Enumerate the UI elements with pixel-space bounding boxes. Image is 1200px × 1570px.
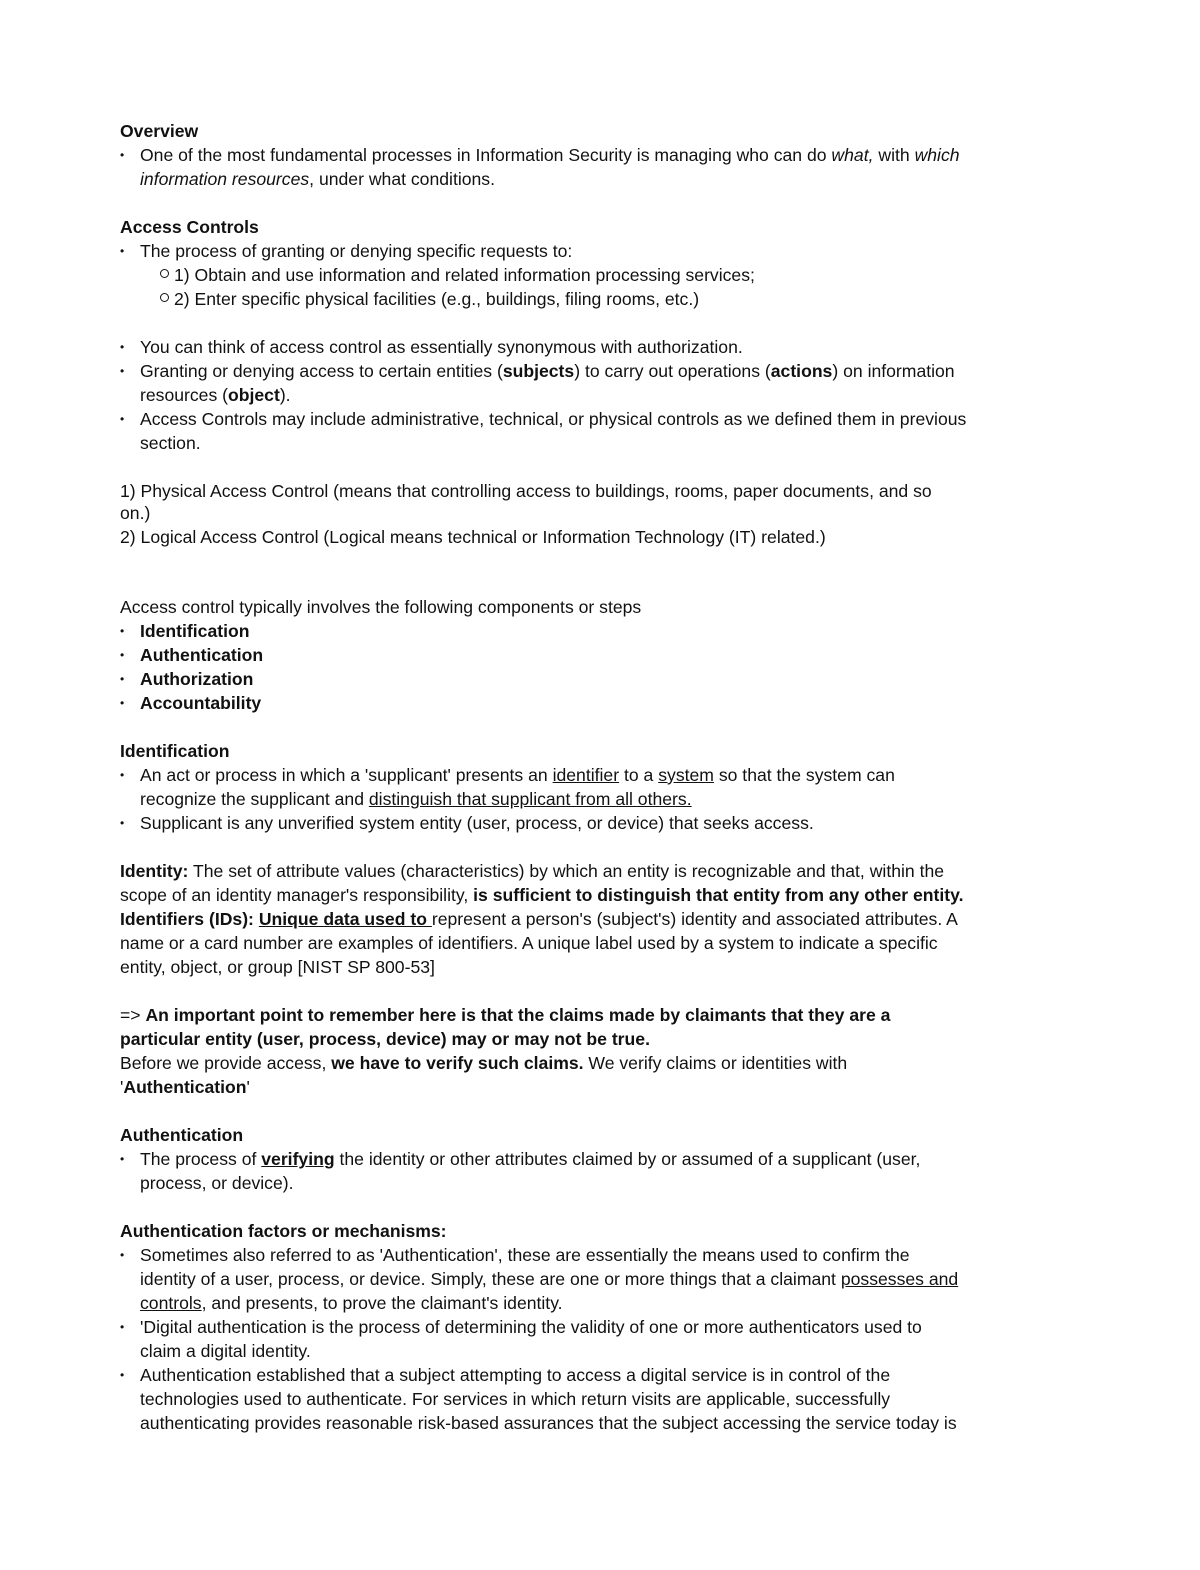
- bullet: •: [120, 816, 125, 830]
- factors-bullet-3: Authentication established that a subject attempting to access a digital service is in control of the: [140, 1365, 891, 1385]
- identification-bullet-1: An act or process in which a 'supplicant' presents an identifier to a system so that the system can: [140, 765, 895, 785]
- claims-note-line2: particular entity (user, process, device) may or may not be true.: [120, 1029, 650, 1049]
- components-intro: Access control typically involves the following components or steps: [120, 597, 642, 617]
- logical-access-control-text: 2) Logical Access Control (Logical means technical or Information Technology (IT) related.): [120, 527, 826, 547]
- factors-bullet-3-line2: technologies used to authenticate. For services in which return visits are applicable, successfully: [140, 1389, 891, 1409]
- factors-bullet-1-line3: controls, and presents, to prove the claimant's identity.: [140, 1293, 563, 1313]
- identification-bullet-1-line2: recognize the supplicant and distinguish that supplicant from all others.: [140, 789, 692, 809]
- access-controls-bullet-3-line2: resources (object).: [140, 385, 291, 405]
- overview-heading: Overview: [120, 121, 199, 141]
- bullet: •: [120, 768, 125, 782]
- factors-bullet-1: Sometimes also referred to as 'Authentication', these are essentially the means used to confirm the: [140, 1245, 910, 1265]
- identifiers-definition-line2: name or a card number are examples of identifiers. A unique label used by a system to indicate a specific: [120, 933, 938, 953]
- bullet: •: [120, 364, 125, 378]
- identification-heading: Identification: [120, 741, 230, 761]
- identifiers-definition-line3: entity, object, or group [NIST SP 800-53]: [120, 957, 435, 977]
- identification-bullet-2: Supplicant is any unverified system entity (user, process, or device) that seeks access.: [140, 813, 814, 833]
- claims-note-line3: Before we provide access, we have to verify such claims. We verify claims or identities with: [120, 1053, 848, 1073]
- bullet: •: [120, 624, 125, 638]
- bullet: •: [120, 148, 125, 162]
- overview-bullet-1-line2: information resources, under what conditions.: [140, 169, 495, 189]
- factors-heading: Authentication factors or mechanisms:: [120, 1221, 447, 1241]
- bullet: •: [120, 696, 125, 710]
- access-controls-bullet-3: Granting or denying access to certain entities (subjects) to carry out operations (actions) on information: [140, 361, 955, 381]
- bullet: •: [120, 1248, 125, 1262]
- factors-bullet-2: 'Digital authentication is the process of determining the validity of one or more authenticators used to: [140, 1317, 922, 1337]
- factors-bullet-3-line3: authenticating provides reasonable risk-based assurances that the subject accessing the service today is: [140, 1413, 957, 1433]
- authentication-bullet-1: The process of verifying the identity or other attributes claimed by or assumed of a supplicant (user,: [140, 1149, 921, 1169]
- access-controls-heading: Access Controls: [120, 217, 259, 237]
- identifiers-definition: Identifiers (IDs): Unique data used to represent a person's (subject's) identity and associated attributes. A: [120, 909, 958, 929]
- access-controls-subitem-2: 2) Enter specific physical facilities (e.g., buildings, filing rooms, etc.): [160, 287, 699, 311]
- bullet: •: [120, 412, 125, 426]
- bullet: •: [120, 1368, 125, 1382]
- access-controls-bullet-1: The process of granting or denying specific requests to:: [140, 241, 573, 261]
- access-controls-subitem-1: 1) Obtain and use information and related information processing services;: [160, 263, 755, 287]
- bullet: •: [120, 1320, 125, 1334]
- access-controls-bullet-2: You can think of access control as essentially synonymous with authorization.: [140, 337, 743, 357]
- bullet: •: [120, 1152, 125, 1166]
- authentication-heading: Authentication: [120, 1125, 244, 1145]
- factors-bullet-2-line2: claim a digital identity.: [140, 1341, 311, 1361]
- authentication-bullet-1-line2: process, or device).: [140, 1173, 294, 1193]
- bullet: •: [120, 244, 125, 258]
- identity-definition: Identity: The set of attribute values (characteristics) by which an entity is recognizable and that, within the: [120, 861, 945, 881]
- component-item: Accountability: [140, 693, 262, 713]
- access-controls-bullet-4-line2: section.: [140, 433, 201, 453]
- component-item: Identification: [140, 621, 250, 641]
- access-controls-bullet-4: Access Controls may include administrative, technical, or physical controls as we defined them in previous: [140, 409, 967, 429]
- bullet: •: [120, 648, 125, 662]
- bullet: •: [120, 672, 125, 686]
- overview-bullet-1: One of the most fundamental processes in Information Security is managing who can do what, with which: [140, 145, 960, 165]
- component-item: Authorization: [140, 669, 254, 689]
- physical-access-control-text: 1) Physical Access Control (means that controlling access to buildings, rooms, paper documents, and so: [120, 481, 932, 501]
- identity-definition-line2: scope of an identity manager's responsibility, is sufficient to distinguish that entity from any other entity.: [120, 885, 964, 905]
- component-item: Authentication: [140, 645, 264, 665]
- bullet: •: [120, 340, 125, 354]
- claims-note: => An important point to remember here is that the claims made by claimants that they are a: [120, 1005, 891, 1025]
- factors-bullet-1-line2: identity of a user, process, or device. Simply, these are one or more things that a claimant possesses and: [140, 1269, 959, 1289]
- circle-bullet-icon: [160, 269, 169, 278]
- circle-bullet-icon: [160, 293, 169, 302]
- claims-note-line4: 'Authentication': [120, 1077, 250, 1097]
- physical-access-control-text-line2: on.): [120, 503, 151, 523]
